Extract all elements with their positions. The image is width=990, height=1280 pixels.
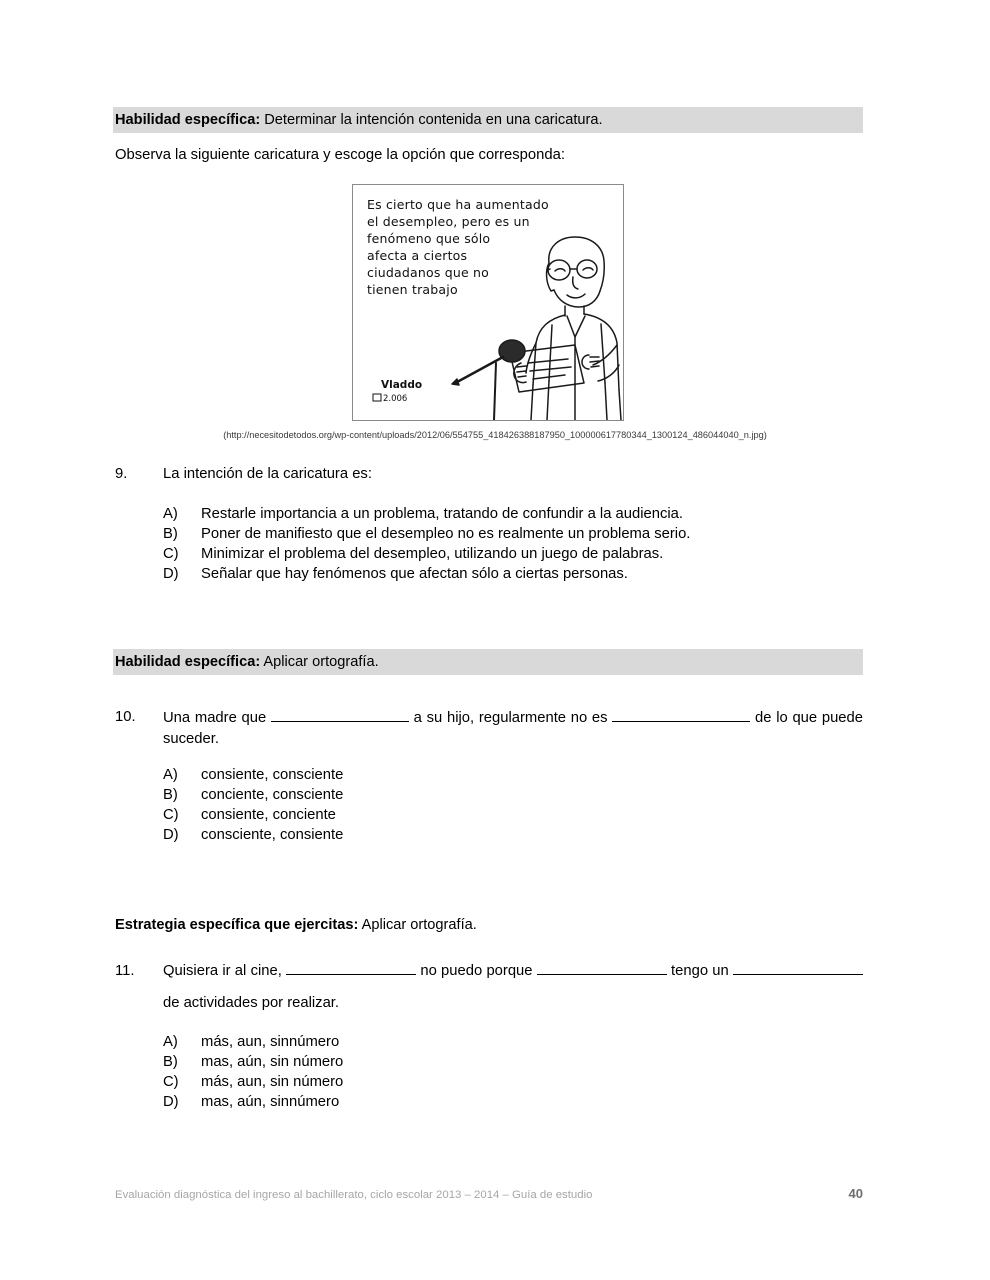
question-10-part2: a su hijo, regularmente no es — [408, 710, 613, 727]
blank-field-3[interactable] — [733, 960, 863, 975]
question-9-options — [163, 504, 863, 584]
option-text: Señalar que hay fenómenos que afectan sólo a ciertas personas. — [201, 566, 628, 582]
skill-label-1: Habilidad específica: — [115, 112, 261, 128]
image-credit: (http://necesitodetodos.org/wp-content/uploads/2012/06/554755_418426388187950_100000617780344_1300124_486044040_n.jpg) — [223, 430, 767, 440]
blank-field-2[interactable] — [612, 707, 750, 722]
option-row[interactable] — [163, 825, 863, 845]
cartoon-speech-line-2: el desempleo, pero es un — [367, 214, 530, 229]
option-text: Poner de manifiesto que el desempleo no es realmente un problema serio. — [201, 526, 691, 542]
footer-text: Evaluación diagnóstica del ingreso al bachillerato, ciclo escolar 2013 – 2014 – Guía de estudio — [115, 1189, 593, 1201]
option-letter: A) — [163, 506, 178, 522]
cartoon-speech-line-1: Es cierto que ha aumentado — [367, 197, 549, 212]
option-row[interactable] — [163, 1052, 863, 1072]
page-number: 40 — [848, 1186, 863, 1201]
page-footer — [115, 1186, 863, 1201]
option-text: mas, aún, sinnúmero — [201, 1094, 340, 1110]
question-11-part3: tengo un — [666, 963, 734, 979]
skill-heading-2 — [113, 649, 863, 675]
cartoon-signature: Vladdo — [381, 379, 423, 391]
question-10-part1: Una madre que — [163, 710, 271, 727]
option-row[interactable] — [163, 1072, 863, 1092]
blank-field-1[interactable] — [286, 960, 416, 975]
question-11-part2: no puedo porque — [416, 963, 537, 979]
skill-label-2: Habilidad específica: — [115, 654, 261, 670]
option-letter: A) — [163, 767, 178, 783]
question-10-options — [163, 765, 863, 845]
question-9-text: La intención de la caricatura es: — [163, 466, 372, 482]
question-9 — [115, 466, 863, 482]
instruction-text-1: Observa la siguiente caricatura y escoge la opción que corresponda: — [115, 147, 565, 163]
option-text: más, aun, sin número — [201, 1074, 344, 1090]
option-letter: D) — [163, 1094, 179, 1110]
option-row[interactable] — [163, 1092, 863, 1112]
option-text: mas, aún, sin número — [201, 1054, 344, 1070]
option-letter: D) — [163, 566, 179, 582]
question-11-options — [163, 1032, 863, 1112]
option-letter: B) — [163, 787, 178, 803]
question-11 — [115, 955, 863, 1019]
cartoon-speech-line-5: ciudadanos que no — [367, 265, 490, 280]
option-text: Restarle importancia a un problema, tratando de confundir a la audiencia. — [201, 506, 684, 522]
blank-field-2[interactable] — [537, 960, 667, 975]
option-row[interactable] — [163, 544, 863, 564]
question-10-part3: de lo que puede suceder. — [163, 710, 863, 748]
cartoon-image — [352, 184, 624, 421]
skill-text-2: Aplicar ortografía. — [260, 654, 379, 670]
question-10-number: 10. — [115, 709, 136, 725]
question-10 — [115, 707, 863, 750]
cartoon-speech-line-6: tienen trabajo — [367, 282, 458, 297]
option-letter: C) — [163, 807, 179, 823]
option-text: Minimizar el problema del desempleo, utilizando un juego de palabras. — [201, 546, 664, 562]
question-9-number: 9. — [115, 466, 128, 482]
option-text: conciente, consciente — [201, 787, 344, 803]
option-row[interactable] — [163, 564, 863, 584]
option-text: consiente, consciente — [201, 767, 344, 783]
option-letter: A) — [163, 1034, 178, 1050]
blank-field-1[interactable] — [271, 707, 409, 722]
option-row[interactable] — [163, 1032, 863, 1052]
option-letter: B) — [163, 1054, 178, 1070]
question-11-number: 11. — [115, 963, 135, 979]
strategy-label: Estrategia específica que ejercitas: — [115, 917, 359, 933]
option-row[interactable] — [163, 805, 863, 825]
cartoon-signature-year: 2.006 — [383, 394, 408, 404]
option-letter: C) — [163, 1074, 179, 1090]
cartoon-speech-line-4: afecta a ciertos — [367, 248, 468, 263]
question-11-part1: Quisiera ir al cine, — [163, 963, 287, 979]
question-11-text — [163, 955, 863, 1019]
option-letter: B) — [163, 526, 178, 542]
question-11-part4: de actividades por realizar. — [163, 995, 340, 1011]
option-row[interactable] — [163, 504, 863, 524]
option-text: consiente, conciente — [201, 807, 336, 823]
question-10-text — [163, 707, 863, 750]
option-text: consciente, consiente — [201, 827, 344, 843]
option-row[interactable] — [163, 785, 863, 805]
option-text: más, aun, sinnúmero — [201, 1034, 340, 1050]
skill-heading-1 — [113, 107, 863, 133]
skill-text-1: Determinar la intención contenida en una caricatura. — [260, 112, 603, 128]
option-row[interactable] — [163, 765, 863, 785]
strategy-heading — [115, 915, 477, 935]
strategy-text: Aplicar ortografía. — [358, 917, 477, 933]
option-letter: C) — [163, 546, 179, 562]
option-row[interactable] — [163, 524, 863, 544]
cartoon-speech-line-3: fenómeno que sólo — [367, 231, 491, 246]
option-letter: D) — [163, 827, 179, 843]
